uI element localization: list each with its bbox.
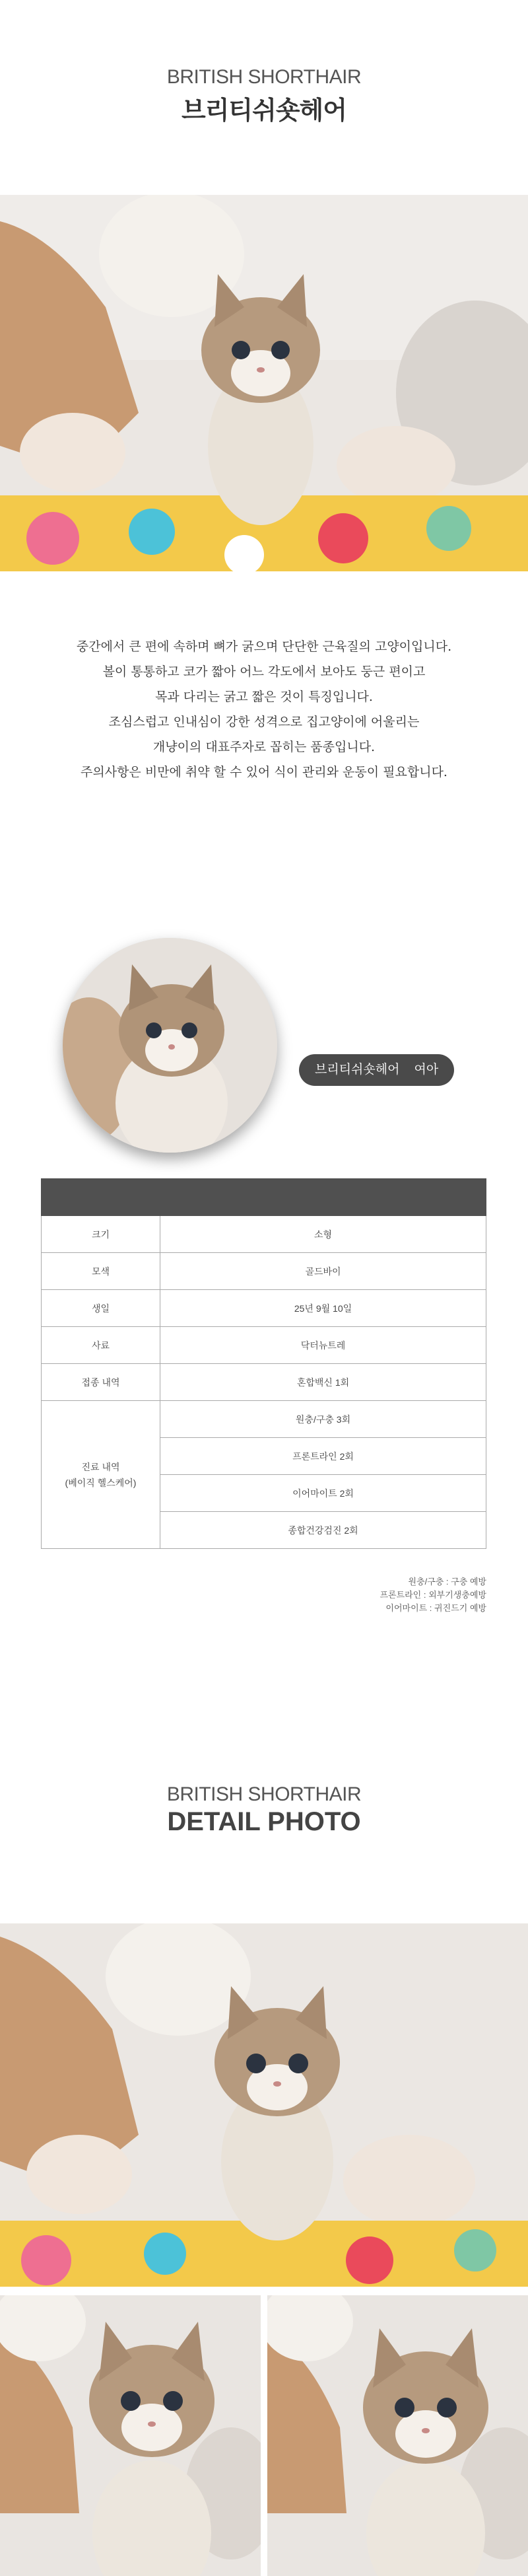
title-korean: 브리티쉬숏헤어 <box>182 97 346 125</box>
row-value: 소형 <box>160 1216 486 1253</box>
table-row <box>42 1216 486 1253</box>
note-line: 원충/구충 : 구충 예방 <box>408 1577 486 1587</box>
detail-title: DETAIL PHOTO <box>167 1807 361 1836</box>
row-label: 크기 <box>42 1216 160 1253</box>
detail-photo-right <box>267 2295 528 2576</box>
row-label: 접종 내역 <box>42 1364 160 1401</box>
note-line: 프론트라인 : 외부기생충예방 <box>380 1590 486 1600</box>
description-line: 조심스럽고 인내심이 강한 성격으로 집고양이에 어울리는 <box>108 715 420 729</box>
description-line: 중간에서 큰 편에 속하며 뼈가 굵으며 단단한 근육질의 고양이입니다. <box>76 639 452 654</box>
row-label: 생일 <box>42 1290 160 1327</box>
detail-title-english: BRITISH SHORTHAIR <box>166 1783 362 1805</box>
treatment-item: 종합건강검진 2회 <box>160 1512 486 1549</box>
note-line: 이어마이트 : 귀진드기 예방 <box>385 1603 486 1613</box>
table-header-cell <box>42 1179 160 1216</box>
breed-label: 브리티쉬숏헤어 <box>315 1063 400 1077</box>
main-cat-photo <box>0 195 528 571</box>
row-value: 25년 9월 10일 <box>160 1290 486 1327</box>
row-value: 골드바이 <box>160 1253 486 1290</box>
treatment-label <box>42 1401 160 1549</box>
treatment-item: 원충/구충 3회 <box>160 1401 486 1438</box>
row-value: 닥터뉴트레 <box>160 1327 486 1364</box>
treatment-notes <box>380 1575 486 1615</box>
treatment-label-line: 진료 내역 <box>81 1461 120 1472</box>
table-row <box>42 1327 486 1364</box>
row-label: 모색 <box>42 1253 160 1290</box>
cat-info-table <box>41 1178 486 1549</box>
title-english: BRITISH SHORTHAIR <box>166 66 362 88</box>
detail-header <box>0 1783 528 1837</box>
gender-label: 여아 <box>414 1063 439 1077</box>
description-line: 볼이 통통하고 코가 짧아 어느 각도에서 보아도 둥근 편이고 <box>102 664 426 679</box>
row-value: 혼합백신 1회 <box>160 1364 486 1401</box>
row-label: 사료 <box>42 1327 160 1364</box>
detail-photo-large <box>0 1923 528 2287</box>
description-line: 주의사항은 비만에 취약 할 수 있어 식이 관리와 운동이 필요합니다. <box>81 765 447 779</box>
cat-name-badge <box>299 1054 454 1086</box>
treatment-item: 이어마이트 2회 <box>160 1475 486 1512</box>
description-line: 목과 다리는 굵고 짧은 것이 특징입니다. <box>155 690 373 704</box>
description-line: 개냥이의 대표주자로 꼽히는 품종입니다. <box>152 740 376 754</box>
cat-avatar <box>63 938 277 1153</box>
table-header-cell <box>160 1179 486 1216</box>
breed-description <box>0 634 528 785</box>
page-header <box>0 66 528 126</box>
table-row <box>42 1364 486 1401</box>
detail-photo-left <box>0 2295 261 2576</box>
treatment-item: 프론트라인 2회 <box>160 1438 486 1475</box>
table-row <box>42 1253 486 1290</box>
table-row <box>42 1401 486 1438</box>
table-header-row <box>42 1179 486 1216</box>
treatment-label-line: (베이직 헬스케어) <box>65 1477 137 1488</box>
table-row <box>42 1290 486 1327</box>
